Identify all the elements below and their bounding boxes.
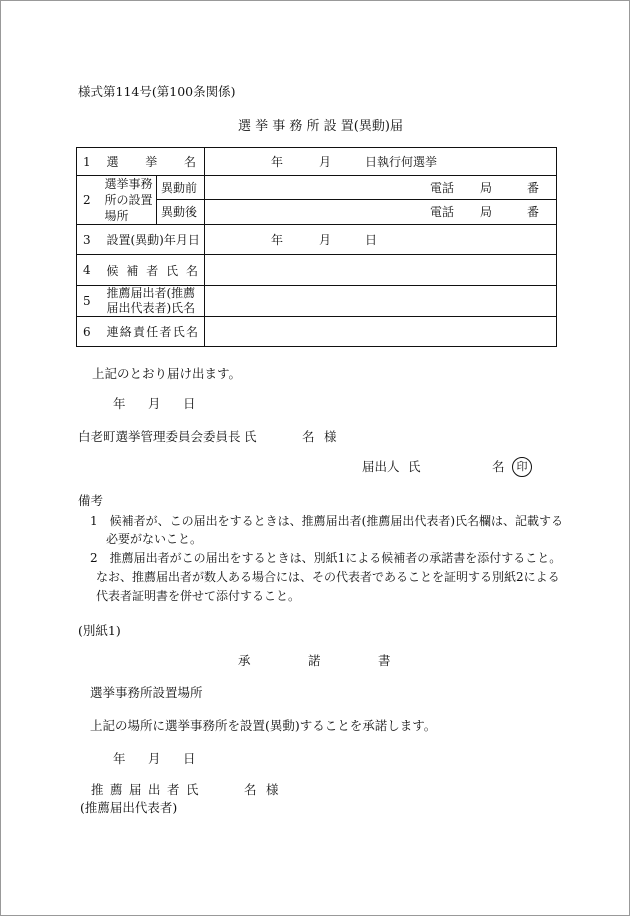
notes-heading: 備考 [78, 493, 104, 508]
field-election-name[interactable]: 年 月 日執行何選挙 [205, 148, 557, 176]
label-office-location: 選挙事務 所の設置 場所 [101, 176, 157, 225]
row-number: 3 [77, 225, 101, 255]
annex-representative: (推薦届出代表者) [80, 800, 178, 815]
label-before-change: 異動前 [157, 176, 205, 200]
field-before-change[interactable]: 電話 局 番 [205, 176, 557, 200]
label-after-change: 異動後 [157, 199, 205, 224]
note-2-line-3: 代表者証明書を併せて添付すること。 [96, 589, 301, 603]
label-candidate-name: 候 補 者 氏 名 [101, 255, 205, 286]
form-title: 選 挙 事 務 所 設 置(異動)届 [238, 119, 403, 134]
form-number: 様式第114号(第100条関係) [78, 84, 236, 99]
note-2-line-1: 2 推薦届出者がこの届出をするときは、別紙1による候補者の承諾書を添付すること。 [90, 551, 562, 565]
row-recommender-name [77, 286, 557, 317]
annex-consent-text: 上記の場所に選挙事務所を設置(異動)することを承諾します。 [90, 718, 437, 733]
label-contact-person: 連 絡 責 任 者 氏 名 [101, 317, 205, 347]
note-2-line-2: なお、推薦届出者が数人ある場合には、その代表者であることを証明する別紙2による [96, 570, 560, 584]
field-after-change[interactable]: 電話 局 番 [205, 199, 557, 224]
row-number: 6 [77, 317, 101, 347]
label-recommender-name: 推薦届出者(推薦 届出代表者)氏名 [101, 286, 205, 317]
row-candidate-name [77, 255, 557, 286]
field-recommender-name[interactable] [205, 286, 557, 317]
seal-mark: 印 [512, 457, 532, 477]
row-number: 4 [77, 255, 101, 286]
label-election-name: 選 挙 名 [101, 148, 205, 176]
annex-office-location: 選挙事務所設置場所 [90, 685, 203, 700]
notification-form-table [76, 147, 557, 347]
row-election-name [77, 148, 557, 176]
row-number: 5 [77, 286, 101, 317]
field-candidate-name[interactable] [205, 255, 557, 286]
row-number: 1 [77, 148, 101, 176]
annex-label: (別紙1) [78, 623, 121, 638]
field-contact-person[interactable] [205, 317, 557, 347]
field-setup-date[interactable]: 年 月 日 [205, 225, 557, 255]
row-office-location-before [77, 176, 557, 200]
statement: 上記のとおり届け出ます。 [92, 366, 242, 381]
row-setup-date [77, 225, 557, 255]
row-number: 2 [77, 176, 101, 225]
note-1-line-2: 必要がないこと。 [106, 532, 203, 546]
note-1-line-1: 1 候補者が、この届出をするときは、推薦届出者(推薦届出代表者)氏名欄は、記載する [90, 514, 564, 528]
row-contact-person [77, 317, 557, 347]
label-setup-date: 設置(異動)年月日 [101, 225, 205, 255]
